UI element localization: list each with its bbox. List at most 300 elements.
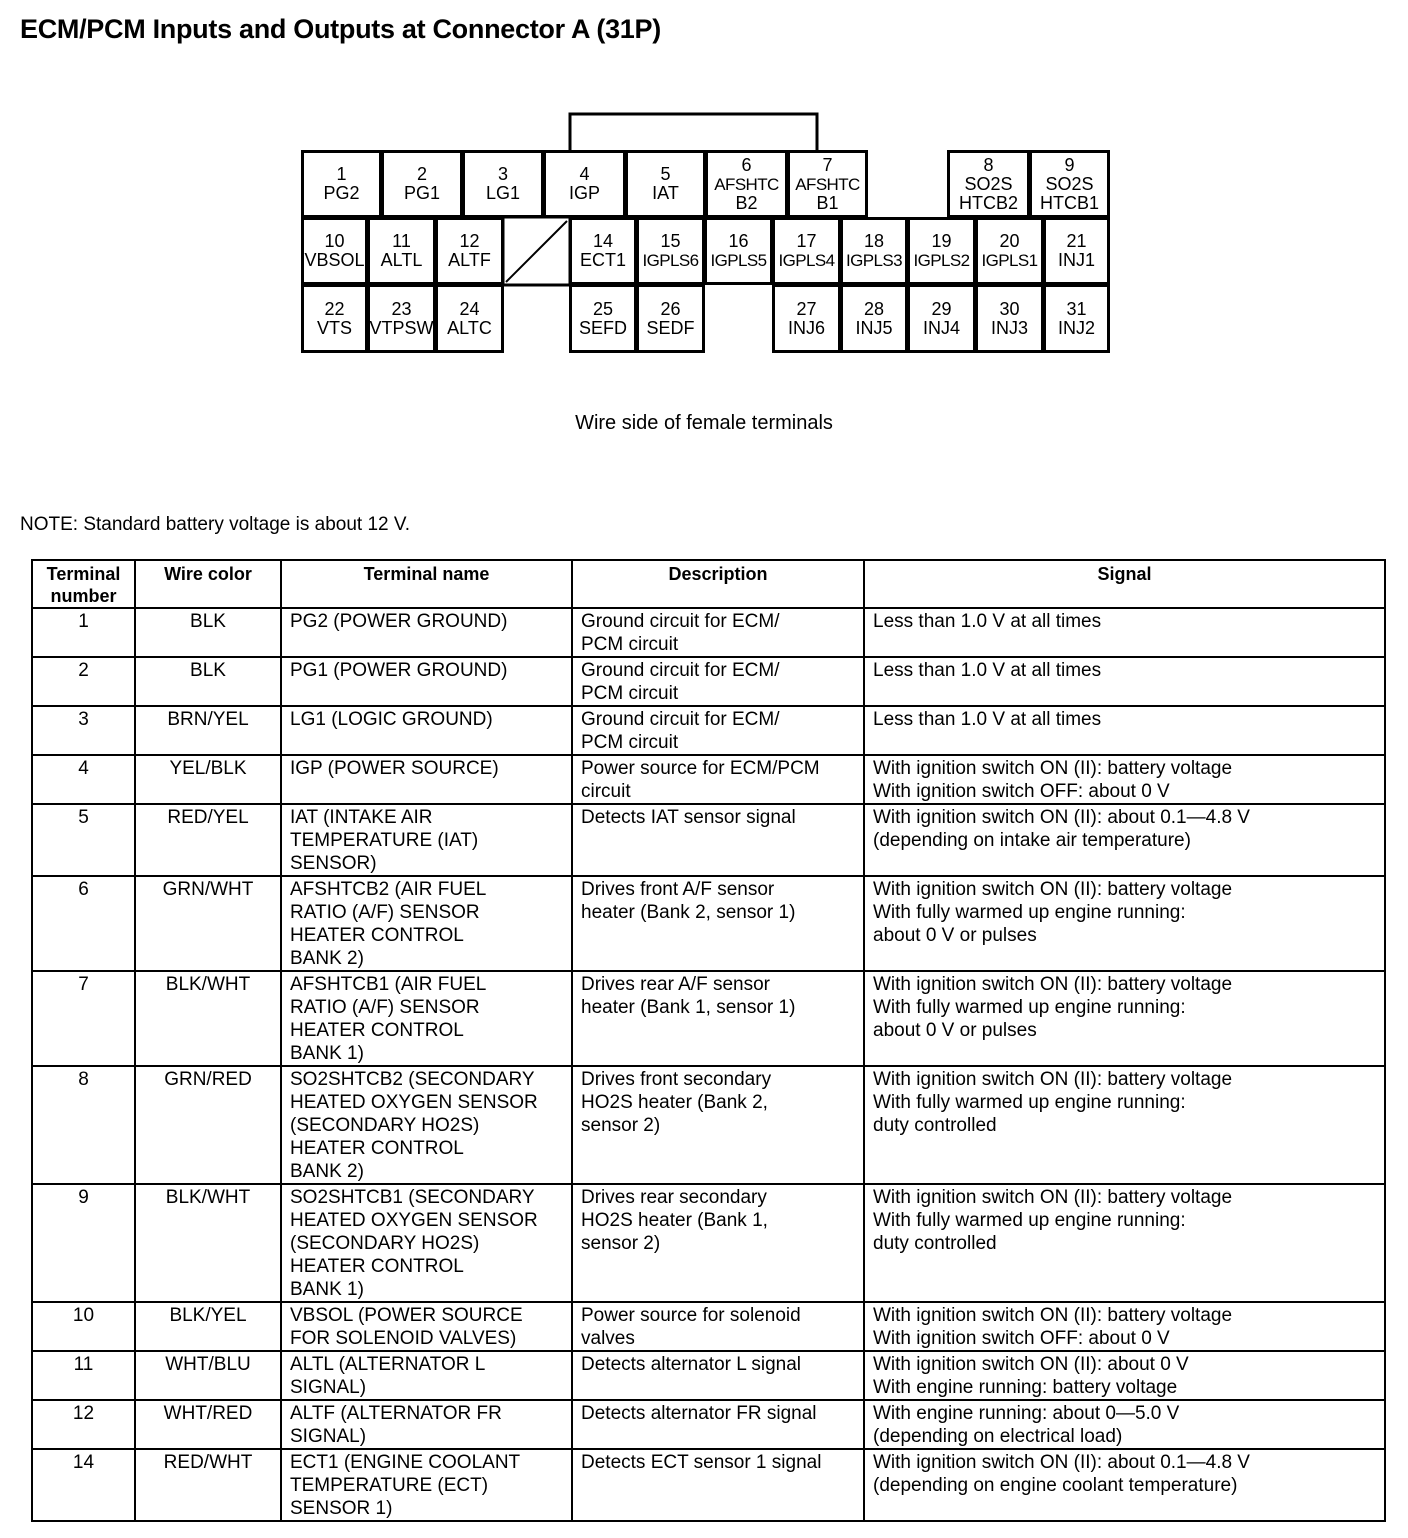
cell-signal bbox=[864, 1400, 1385, 1449]
terminal-number: 24 bbox=[459, 298, 480, 319]
cell-terminal-name-line: SO2SHTCB2 (SECONDARY bbox=[290, 1069, 535, 1090]
header-line: Wire color bbox=[164, 564, 252, 584]
cell-terminal-name-line: RATIO (A/F) SENSOR bbox=[290, 997, 480, 1018]
cell-description-line: Ground circuit for ECM/ bbox=[581, 709, 780, 730]
terminal-number: 1 bbox=[336, 164, 347, 184]
terminal-9 bbox=[1029, 150, 1110, 218]
cell-description-line: Detects ECT sensor 1 signal bbox=[581, 1452, 822, 1473]
header-line: Terminal bbox=[46, 564, 121, 584]
cell-terminal-name bbox=[281, 1066, 572, 1184]
cell-terminal-name-line: SENSOR 1) bbox=[290, 1498, 393, 1519]
terminal-label: INJ2 bbox=[1057, 317, 1095, 338]
cell-description bbox=[572, 1184, 864, 1302]
cell-wire-color bbox=[135, 657, 281, 706]
cell-description-line: Power source for solenoid bbox=[581, 1305, 801, 1326]
cell-description-line: sensor 2) bbox=[581, 1233, 661, 1254]
cell-terminal-number-line: 8 bbox=[78, 1069, 89, 1090]
cell-signal-line: With ignition switch ON (II): about 0.1—4.8 V bbox=[873, 807, 1250, 828]
cell-terminal-number bbox=[32, 1351, 135, 1400]
cell-signal-line: duty controlled bbox=[873, 1233, 997, 1254]
terminal-number: 8 bbox=[983, 154, 994, 175]
cell-signal bbox=[864, 706, 1385, 755]
terminal-label: INJ6 bbox=[787, 317, 825, 338]
terminal-label: HTCB1 bbox=[1039, 192, 1099, 213]
cell-signal bbox=[864, 1302, 1385, 1351]
cell-terminal-name-line: PG2 (POWER GROUND) bbox=[290, 611, 508, 632]
cell-terminal-name-line: TEMPERATURE (IAT) bbox=[290, 830, 479, 851]
cell-terminal-name-line: BANK 2) bbox=[290, 948, 364, 969]
cell-signal-line: Less than 1.0 V at all times bbox=[873, 709, 1102, 730]
terminal-25 bbox=[569, 284, 637, 353]
terminal-label: SO2S bbox=[964, 173, 1013, 194]
cell-terminal-number-line: 9 bbox=[78, 1187, 89, 1208]
cell-signal-line: about 0 V or pulses bbox=[873, 925, 1037, 946]
cell-terminal-name-line: HEATED OXYGEN SENSOR bbox=[290, 1210, 538, 1231]
cell-terminal-number-line: 3 bbox=[78, 709, 89, 730]
terminal-label: INJ1 bbox=[1057, 250, 1095, 270]
cell-terminal-name-line: IGP (POWER SOURCE) bbox=[290, 758, 499, 779]
table-row bbox=[32, 1449, 1385, 1521]
table-row bbox=[32, 1302, 1385, 1351]
terminal-label: IGPLS3 bbox=[846, 251, 902, 270]
note-text: NOTE: Standard battery voltage is about 12 V. bbox=[20, 514, 411, 535]
cell-description bbox=[572, 1449, 864, 1521]
cell-signal-line: With fully warmed up engine running: bbox=[873, 1210, 1186, 1231]
terminal-number: 28 bbox=[863, 298, 885, 319]
cell-signal-line: With engine running: battery voltage bbox=[873, 1377, 1178, 1398]
cell-signal-line: (depending on intake air temperature) bbox=[873, 830, 1191, 851]
cell-signal-line: With ignition switch ON (II): about 0.1—4.8 V bbox=[873, 1452, 1250, 1473]
cell-terminal-number bbox=[32, 971, 135, 1066]
cell-terminal-number-line: 5 bbox=[78, 807, 89, 828]
table-row bbox=[32, 1400, 1385, 1449]
cell-terminal-number-line: 2 bbox=[78, 660, 89, 681]
terminal-31 bbox=[1043, 284, 1110, 353]
cell-terminal-name-line: HEATER CONTROL bbox=[290, 1256, 464, 1277]
cell-wire-color bbox=[135, 1066, 281, 1184]
terminal-label: AFSHTC bbox=[795, 174, 860, 194]
connector-lock-tab bbox=[570, 114, 817, 150]
terminal-label: INJ3 bbox=[990, 317, 1028, 338]
cell-description bbox=[572, 657, 864, 706]
cell-signal-line: about 0 V or pulses bbox=[873, 1020, 1037, 1041]
table-row bbox=[32, 657, 1385, 706]
cell-terminal-name-line: HEATER CONTROL bbox=[290, 1138, 464, 1159]
cell-terminal-name-line: SIGNAL) bbox=[290, 1377, 367, 1398]
cell-terminal-number-line: 6 bbox=[78, 879, 89, 900]
terminal-number: 12 bbox=[459, 231, 480, 251]
cell-description-line: Detects alternator FR signal bbox=[581, 1403, 817, 1424]
terminal-label: ALTC bbox=[447, 317, 492, 338]
cell-wire-color bbox=[135, 876, 281, 971]
cell-description-line: heater (Bank 2, sensor 1) bbox=[581, 902, 796, 923]
terminal-27 bbox=[772, 284, 841, 353]
cell-wire-color bbox=[135, 755, 281, 804]
cell-terminal-name-line: FOR SOLENOID VALVES) bbox=[290, 1328, 517, 1349]
page-title: ECM/PCM Inputs and Outputs at Connector A (31P) bbox=[20, 14, 661, 44]
terminal-4 bbox=[543, 150, 626, 218]
cell-terminal-number-line: 12 bbox=[72, 1403, 95, 1424]
cell-terminal-number bbox=[32, 1184, 135, 1302]
cell-terminal-number bbox=[32, 804, 135, 876]
cell-signal-line: With fully warmed up engine running: bbox=[873, 997, 1186, 1018]
cell-wire-color-line: BRN/YEL bbox=[167, 709, 249, 730]
table-row bbox=[32, 1184, 1385, 1302]
cell-description bbox=[572, 1066, 864, 1184]
cell-terminal-number-line: 14 bbox=[72, 1452, 95, 1473]
terminal-number: 20 bbox=[999, 231, 1020, 251]
terminal-label: IGPLS2 bbox=[913, 251, 970, 270]
table-body bbox=[32, 608, 1385, 1521]
cell-signal-line: With ignition switch ON (II): battery voltage bbox=[873, 758, 1233, 779]
cell-description bbox=[572, 876, 864, 971]
table-row bbox=[32, 1351, 1385, 1400]
terminal-number: 10 bbox=[324, 231, 345, 251]
cell-description-line: Ground circuit for ECM/ bbox=[581, 611, 780, 632]
terminal-number: 29 bbox=[931, 298, 952, 319]
terminal-label: B2 bbox=[735, 192, 758, 213]
cell-signal bbox=[864, 608, 1385, 657]
terminal-label: B1 bbox=[816, 192, 839, 213]
cell-wire-color-line: BLK/WHT bbox=[165, 1187, 251, 1208]
cell-signal bbox=[864, 657, 1385, 706]
cell-terminal-name bbox=[281, 608, 572, 657]
cell-terminal-number bbox=[32, 706, 135, 755]
cell-wire-color-line: BLK/WHT bbox=[165, 974, 251, 995]
terminal-label: SEDF bbox=[646, 317, 695, 338]
terminal-number: 21 bbox=[1066, 231, 1087, 251]
cell-description bbox=[572, 971, 864, 1066]
cell-description-line: HO2S heater (Bank 2, bbox=[581, 1092, 768, 1113]
cell-terminal-name bbox=[281, 1184, 572, 1302]
terminal-number: 25 bbox=[592, 298, 614, 319]
header-line: Signal bbox=[1097, 564, 1152, 584]
cell-description-line: Drives rear secondary bbox=[581, 1187, 767, 1208]
cell-terminal-name bbox=[281, 706, 572, 755]
terminal-label: PG1 bbox=[403, 183, 441, 203]
cell-wire-color bbox=[135, 706, 281, 755]
cell-terminal-number bbox=[32, 1449, 135, 1521]
cell-wire-color-line: RED/WHT bbox=[163, 1452, 253, 1473]
wire-color-header bbox=[135, 560, 281, 608]
cell-wire-color-line: BLK/YEL bbox=[169, 1305, 247, 1326]
cell-terminal-name-line: HEATER CONTROL bbox=[290, 1020, 464, 1041]
terminal-29 bbox=[907, 284, 976, 353]
table-row bbox=[32, 755, 1385, 804]
cell-description-line: circuit bbox=[581, 781, 631, 802]
terminal-number: 9 bbox=[1064, 154, 1075, 175]
cell-description-line: heater (Bank 1, sensor 1) bbox=[581, 997, 796, 1018]
terminal-number: 2 bbox=[416, 164, 427, 184]
cell-signal-line: Less than 1.0 V at all times bbox=[873, 611, 1102, 632]
cell-wire-color bbox=[135, 1184, 281, 1302]
terminal-number: 11 bbox=[392, 231, 411, 251]
terminal-11 bbox=[367, 217, 436, 285]
cell-signal-line: With ignition switch ON (II): battery voltage bbox=[873, 1187, 1233, 1208]
cell-signal-line: With ignition switch OFF: about 0 V bbox=[873, 781, 1170, 802]
table-row bbox=[32, 876, 1385, 971]
cell-signal bbox=[864, 971, 1385, 1066]
cell-description-line: Power source for ECM/PCM bbox=[581, 758, 820, 779]
cell-description bbox=[572, 1351, 864, 1400]
cell-terminal-name-line: ALTL (ALTERNATOR L bbox=[290, 1354, 486, 1375]
cell-terminal-name-line: PG1 (POWER GROUND) bbox=[290, 660, 508, 681]
header-line: number bbox=[50, 586, 117, 606]
terminal-number: 15 bbox=[660, 231, 681, 251]
cell-signal-line: With ignition switch ON (II): battery voltage bbox=[873, 879, 1233, 900]
cell-terminal-number bbox=[32, 608, 135, 657]
terminal-number: 7 bbox=[822, 154, 833, 175]
terminal-label: IGPLS5 bbox=[710, 251, 767, 270]
cell-wire-color-line: GRN/WHT bbox=[162, 879, 254, 900]
cell-terminal-number bbox=[32, 1066, 135, 1184]
terminal-label: ECT1 bbox=[579, 250, 626, 270]
cell-wire-color bbox=[135, 971, 281, 1066]
cell-terminal-name-line: BANK 2) bbox=[290, 1161, 364, 1182]
cell-terminal-name-line: SO2SHTCB1 (SECONDARY bbox=[290, 1187, 535, 1208]
cell-terminal-name-line: VBSOL (POWER SOURCE bbox=[290, 1305, 523, 1326]
header-line: Description bbox=[668, 564, 768, 584]
cell-terminal-name-line: IAT (INTAKE AIR bbox=[290, 807, 433, 828]
terminal-label: INJ4 bbox=[922, 317, 960, 338]
terminal-21 bbox=[1043, 217, 1110, 285]
cell-signal bbox=[864, 804, 1385, 876]
cell-terminal-name bbox=[281, 755, 572, 804]
cell-signal-line: With ignition switch ON (II): battery voltage bbox=[873, 974, 1233, 995]
cell-terminal-name-line: BANK 1) bbox=[290, 1279, 364, 1300]
cell-wire-color bbox=[135, 1302, 281, 1351]
table-row bbox=[32, 804, 1385, 876]
terminal-label: IGP bbox=[568, 183, 600, 203]
cell-terminal-number bbox=[32, 657, 135, 706]
cell-terminal-number bbox=[32, 876, 135, 971]
cell-wire-color-line: BLK bbox=[190, 611, 226, 632]
cell-signal-line: With ignition switch OFF: about 0 V bbox=[873, 1328, 1170, 1349]
cell-signal-line: Less than 1.0 V at all times bbox=[873, 660, 1102, 681]
cell-description-line: Drives front A/F sensor bbox=[581, 879, 775, 900]
terminal-number: 31 bbox=[1066, 298, 1087, 319]
terminal-2 bbox=[381, 150, 463, 218]
terminal-24 bbox=[435, 284, 504, 353]
terminal-label: AFSHTC bbox=[714, 174, 779, 194]
cell-signal-line: With fully warmed up engine running: bbox=[873, 1092, 1186, 1113]
terminal-22 bbox=[301, 284, 368, 353]
cell-wire-color bbox=[135, 804, 281, 876]
cell-description-line: sensor 2) bbox=[581, 1115, 661, 1136]
terminal-label: VTS bbox=[316, 317, 352, 338]
terminal-label: IAT bbox=[652, 183, 679, 203]
cell-terminal-name-line: HEATER CONTROL bbox=[290, 925, 464, 946]
cell-terminal-name-line: HEATED OXYGEN SENSOR bbox=[290, 1092, 538, 1113]
cell-signal-line: duty controlled bbox=[873, 1115, 997, 1136]
cell-terminal-name bbox=[281, 876, 572, 971]
cell-signal bbox=[864, 755, 1385, 804]
cell-terminal-name-line: BANK 1) bbox=[290, 1043, 364, 1064]
terminal-8 bbox=[947, 150, 1030, 218]
signal-header bbox=[864, 560, 1385, 608]
cell-signal-line: (depending on engine coolant temperature) bbox=[873, 1475, 1238, 1496]
terminal-label: INJ5 bbox=[855, 317, 893, 338]
terminal-15 bbox=[636, 217, 705, 285]
cell-description-line: Detects alternator L signal bbox=[581, 1354, 802, 1375]
terminal-14 bbox=[569, 217, 637, 285]
terminal-19 bbox=[907, 217, 976, 285]
terminal-label: LG1 bbox=[485, 183, 521, 203]
cell-signal-line: With engine running: about 0—5.0 V bbox=[873, 1403, 1180, 1424]
cell-description-line: Drives front secondary bbox=[581, 1069, 772, 1090]
table-row bbox=[32, 706, 1385, 755]
terminal-number: 4 bbox=[579, 164, 590, 184]
cell-description bbox=[572, 1302, 864, 1351]
terminal-number: 19 bbox=[931, 231, 952, 251]
cell-terminal-name bbox=[281, 1302, 572, 1351]
cell-signal-line: With fully warmed up engine running: bbox=[873, 902, 1186, 923]
terminal-number: 17 bbox=[796, 231, 817, 251]
terminal-number: 23 bbox=[391, 298, 412, 319]
cell-description bbox=[572, 755, 864, 804]
cell-terminal-number-line: 11 bbox=[73, 1354, 94, 1375]
terminal-number: 30 bbox=[999, 298, 1020, 319]
cell-wire-color bbox=[135, 1449, 281, 1521]
cell-terminal-name bbox=[281, 1351, 572, 1400]
terminal-12 bbox=[435, 217, 504, 285]
terminal-label: IGPLS4 bbox=[778, 251, 835, 270]
cell-description-line: PCM circuit bbox=[581, 732, 679, 753]
terminal-7 bbox=[787, 150, 868, 218]
cell-description bbox=[572, 608, 864, 657]
cell-signal bbox=[864, 1351, 1385, 1400]
cell-description-line: PCM circuit bbox=[581, 683, 679, 704]
cell-signal bbox=[864, 1449, 1385, 1521]
cell-description-line: Ground circuit for ECM/ bbox=[581, 660, 780, 681]
cell-terminal-name-line: (SECONDARY HO2S) bbox=[290, 1115, 480, 1136]
terminal-number-header bbox=[32, 560, 135, 608]
terminal-23 bbox=[367, 284, 436, 353]
cell-signal-line: With ignition switch ON (II): battery voltage bbox=[873, 1305, 1233, 1326]
cell-wire-color bbox=[135, 608, 281, 657]
cell-terminal-name-line: AFSHTCB1 (AIR FUEL bbox=[290, 974, 487, 995]
terminal-label: VBSOL bbox=[304, 250, 365, 270]
terminal-label: SO2S bbox=[1045, 173, 1094, 194]
cell-terminal-name-line: SIGNAL) bbox=[290, 1426, 367, 1447]
cell-wire-color-line: BLK bbox=[190, 660, 226, 681]
terminal-10 bbox=[301, 217, 368, 285]
terminal-label: PG2 bbox=[323, 183, 360, 203]
cell-terminal-name bbox=[281, 657, 572, 706]
cell-wire-color bbox=[135, 1351, 281, 1400]
cell-description bbox=[572, 706, 864, 755]
description-header bbox=[572, 560, 864, 608]
terminal-table bbox=[31, 559, 1386, 1522]
cell-terminal-name-line: AFSHTCB2 (AIR FUEL bbox=[290, 879, 487, 900]
cell-signal-line: With ignition switch ON (II): battery voltage bbox=[873, 1069, 1233, 1090]
cell-wire-color bbox=[135, 1400, 281, 1449]
terminal-label: HTCB2 bbox=[958, 192, 1018, 213]
cell-signal bbox=[864, 1066, 1385, 1184]
terminal-number: 3 bbox=[497, 164, 508, 184]
cell-terminal-name bbox=[281, 804, 572, 876]
terminal-number: 6 bbox=[741, 154, 752, 175]
table-header-row bbox=[32, 560, 1385, 608]
terminal-26 bbox=[636, 284, 705, 353]
terminal-number: 22 bbox=[324, 298, 345, 319]
terminal-18 bbox=[840, 217, 908, 285]
terminal-number: 26 bbox=[660, 298, 681, 319]
cell-terminal-name-line: ECT1 (ENGINE COOLANT bbox=[290, 1452, 521, 1473]
terminal-label: SEFD bbox=[578, 317, 627, 338]
cell-terminal-number bbox=[32, 755, 135, 804]
terminal-number: 16 bbox=[728, 231, 749, 251]
terminal-1 bbox=[301, 150, 382, 218]
terminal-name-header bbox=[281, 560, 572, 608]
table-row bbox=[32, 608, 1385, 657]
cell-terminal-number-line: 7 bbox=[78, 974, 89, 995]
terminal-30 bbox=[975, 284, 1044, 353]
cell-terminal-number-line: 1 bbox=[78, 611, 89, 632]
cell-terminal-name-line: (SECONDARY HO2S) bbox=[290, 1233, 480, 1254]
cell-terminal-number-line: 4 bbox=[78, 758, 89, 779]
terminal-number: 14 bbox=[592, 231, 614, 251]
cell-description-line: Drives rear A/F sensor bbox=[581, 974, 770, 995]
terminal-16 bbox=[704, 217, 773, 285]
cell-terminal-name-line: RATIO (A/F) SENSOR bbox=[290, 902, 480, 923]
terminal-28 bbox=[840, 284, 908, 353]
terminal-6 bbox=[705, 150, 788, 218]
cell-wire-color-line: RED/YEL bbox=[167, 807, 249, 828]
terminal-5 bbox=[625, 150, 706, 218]
connector-diagram bbox=[0, 0, 1408, 400]
cell-wire-color-line: WHT/RED bbox=[163, 1403, 253, 1424]
cell-terminal-name bbox=[281, 1449, 572, 1521]
terminal-label: ALTL bbox=[380, 250, 423, 270]
cell-description-line: Detects IAT sensor signal bbox=[581, 807, 796, 828]
table-row bbox=[32, 1066, 1385, 1184]
cell-description bbox=[572, 804, 864, 876]
terminal-17 bbox=[772, 217, 841, 285]
cell-wire-color-line: WHT/BLU bbox=[165, 1354, 251, 1375]
terminal-label: VTPSW bbox=[369, 317, 434, 338]
table-row bbox=[32, 971, 1385, 1066]
cell-terminal-number bbox=[32, 1400, 135, 1449]
cell-signal bbox=[864, 1184, 1385, 1302]
terminal-number: 18 bbox=[863, 231, 885, 251]
terminal-number: 5 bbox=[660, 164, 671, 184]
cell-terminal-name-line: LG1 (LOGIC GROUND) bbox=[290, 709, 493, 730]
connector-caption: Wire side of female terminals bbox=[575, 412, 833, 434]
cell-signal-line: (depending on electrical load) bbox=[873, 1426, 1123, 1447]
cell-terminal-name bbox=[281, 1400, 572, 1449]
cell-terminal-name-line: TEMPERATURE (ECT) bbox=[290, 1475, 489, 1496]
cell-description-line: valves bbox=[581, 1328, 635, 1349]
terminal-label: IGPLS6 bbox=[642, 251, 699, 270]
cell-terminal-number-line: 10 bbox=[72, 1305, 95, 1326]
terminal-3 bbox=[462, 150, 544, 218]
terminal-label: ALTF bbox=[448, 250, 491, 270]
cell-description bbox=[572, 1400, 864, 1449]
terminal-number: 27 bbox=[796, 298, 817, 319]
terminal-20 bbox=[975, 217, 1044, 285]
cell-description-line: PCM circuit bbox=[581, 634, 679, 655]
cell-terminal-name bbox=[281, 971, 572, 1066]
cell-terminal-number bbox=[32, 1302, 135, 1351]
cell-description-line: HO2S heater (Bank 1, bbox=[581, 1210, 768, 1231]
cell-terminal-name-line: ALTF (ALTERNATOR FR bbox=[290, 1403, 502, 1424]
cell-terminal-name-line: SENSOR) bbox=[290, 853, 377, 874]
cell-wire-color-line: YEL/BLK bbox=[169, 758, 247, 779]
cell-signal-line: With ignition switch ON (II): about 0 V bbox=[873, 1354, 1189, 1375]
terminal-label: IGPLS1 bbox=[981, 251, 1038, 270]
cell-signal bbox=[864, 876, 1385, 971]
